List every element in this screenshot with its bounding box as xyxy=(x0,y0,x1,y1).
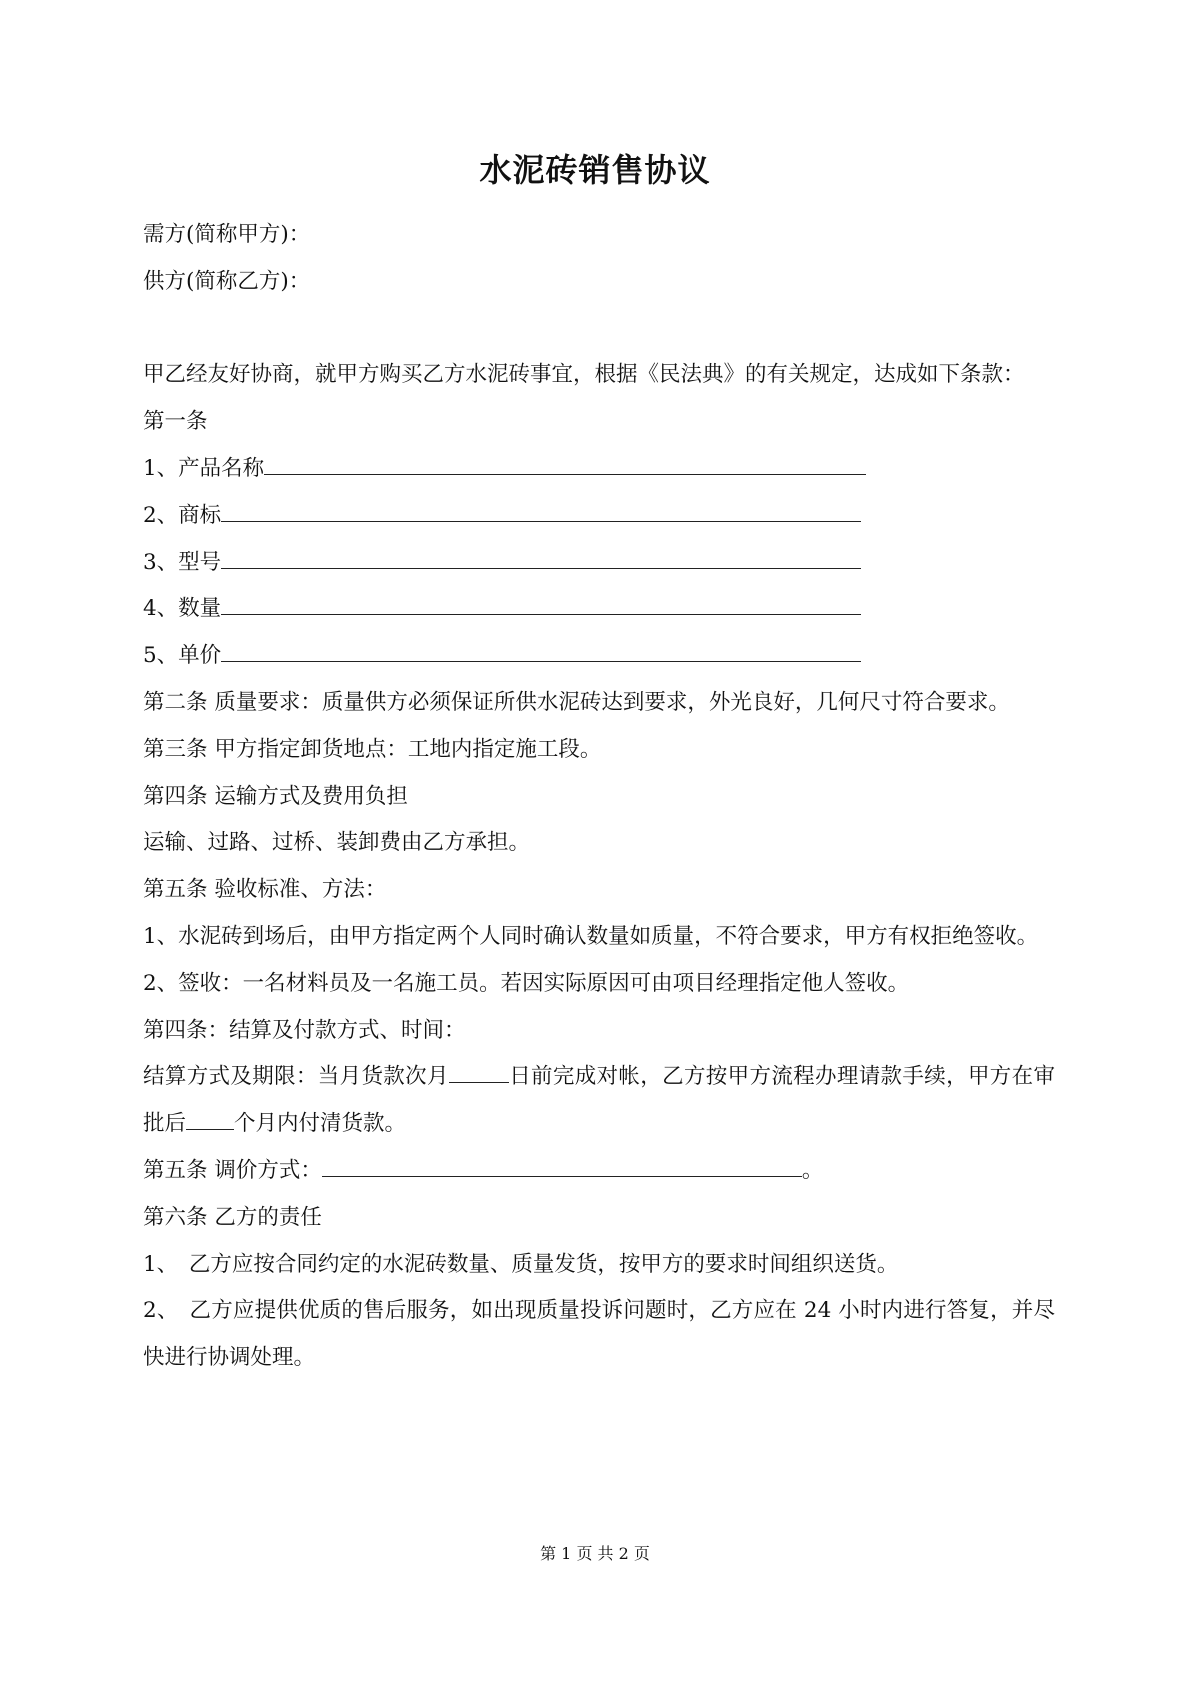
settlement-heading: 第四条：结算及付款方式、时间： xyxy=(143,1017,466,1043)
document-title: 水泥砖销售协议 xyxy=(479,151,711,189)
unit-price-line xyxy=(143,633,1055,680)
article-2-paragraph: 第二条 质量要求：质量供方必须保证所供水泥砖达到要求，外光良好，几何尺寸符合要求。 xyxy=(143,689,1010,715)
article-6-heading: 第六条 乙方的责任 xyxy=(143,1204,322,1230)
article-6-item-1: 1、 乙方应按合同约定的水泥砖数量、质量发货，按甲方的要求时间组织送货。 xyxy=(143,1251,899,1277)
settlement-paragraph xyxy=(143,1054,1055,1148)
model-line xyxy=(143,540,1055,587)
party-a-line: 需方(简称甲方)： xyxy=(143,222,311,247)
settlement-text-part-2: 日前完成对帐，乙方按甲方流程办理请款手续，甲方在审批后 xyxy=(143,1064,1055,1137)
article-1-heading: 第一条 xyxy=(143,409,208,435)
party-b-line: 供方(简称乙方)： xyxy=(143,268,311,294)
trademark-label: 2、商标 xyxy=(143,502,222,528)
price-adjustment-end: 。 xyxy=(801,1157,824,1183)
quantity-blank xyxy=(221,590,861,615)
article-4-text: 运输、过路、过桥、装卸费由乙方承担。 xyxy=(143,830,531,856)
quantity-line xyxy=(143,586,1055,633)
unit-price-blank xyxy=(221,637,861,662)
trademark-line xyxy=(143,493,1055,540)
product-name-label: 1、产品名称 xyxy=(143,455,265,481)
blank-line xyxy=(143,306,1055,353)
settlement-text-part-3: 个月内付清货款。 xyxy=(234,1111,407,1137)
product-name-line xyxy=(143,446,1055,493)
intro-paragraph: 甲乙经友好协商，就甲方购买乙方水泥砖事宜，根据《民法典》的有关规定，达成如下条款： xyxy=(143,362,1025,388)
model-blank xyxy=(221,544,861,569)
article-3-paragraph: 第三条 甲方指定卸货地点：工地内指定施工段。 xyxy=(143,736,602,762)
quantity-label: 4、数量 xyxy=(143,596,222,622)
model-label: 3、型号 xyxy=(143,549,222,575)
settlement-text-part-1: 结算方式及期限：当月货款次月 xyxy=(143,1064,449,1090)
product-name-blank xyxy=(264,450,866,475)
price-adjustment-blank xyxy=(322,1152,802,1177)
trademark-blank xyxy=(221,497,861,522)
article-5-item-1: 1、水泥砖到场后，由甲方指定两个人同时确认数量如质量，不符合要求，甲方有权拒绝签收。 xyxy=(143,923,1039,949)
article-5-item-2: 2、签收：一名材料员及一名施工员。若因实际原因可由项目经理指定他人签收。 xyxy=(143,970,910,996)
settlement-month-blank xyxy=(186,1105,234,1130)
article-6-item-2: 2、 乙方应提供优质的售后服务，如出现质量投诉问题时，乙方应在 24 小时内进行答复，并尽快进行协调处理。 xyxy=(143,1298,1055,1371)
document-body xyxy=(143,212,1055,1382)
article-5-heading: 第五条 验收标准、方法： xyxy=(143,877,387,903)
price-adjustment-label: 第五条 调价方式： xyxy=(143,1157,322,1183)
price-adjustment-line xyxy=(143,1148,1055,1195)
settlement-day-blank xyxy=(449,1058,509,1083)
page-footer: 第 1 页 共 2 页 xyxy=(540,1544,650,1563)
article-4-heading: 第四条 运输方式及费用负担 xyxy=(143,783,408,809)
unit-price-label: 5、单价 xyxy=(143,643,222,669)
